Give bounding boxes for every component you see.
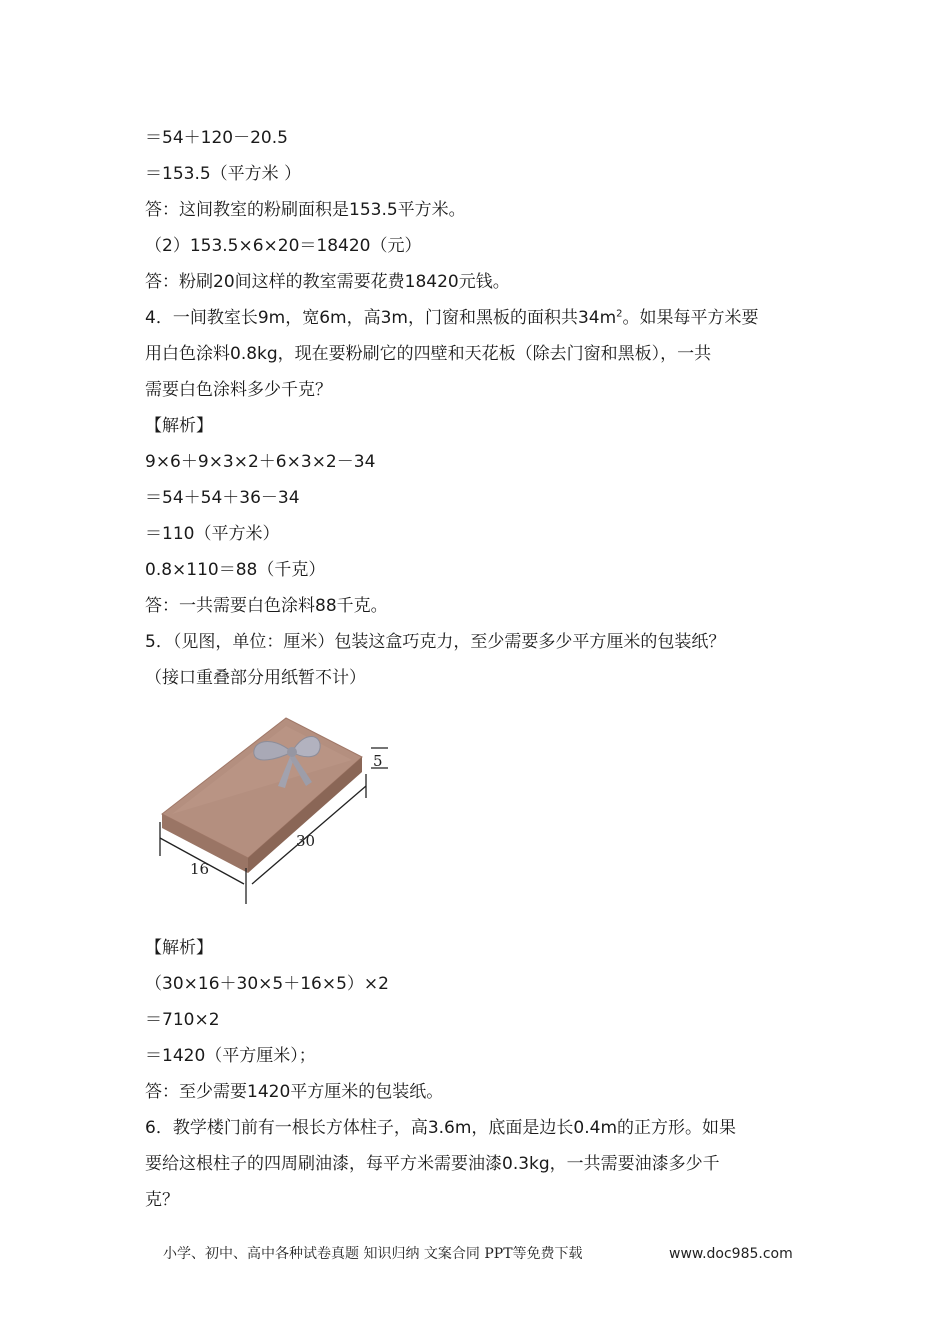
question-5-line: （接口重叠部分用纸暂不计） bbox=[145, 668, 366, 688]
text-line: ＝54＋120－20.5 bbox=[145, 128, 288, 148]
text-line: ＝153.5（平方米 ） bbox=[145, 164, 302, 184]
footer-url: www.doc985.com bbox=[669, 1246, 793, 1262]
footer-text: 小学、初中、高中各种试卷真题 知识归纳 文案合同 PPT等免费下载 bbox=[163, 1246, 583, 1262]
chocolate-box-illustration bbox=[152, 708, 402, 916]
text-line: ＝110（平方米） bbox=[145, 524, 280, 544]
answer-line: 答：粉刷20间这样的教室需要花费18420元钱。 bbox=[145, 272, 510, 292]
question-6-line: 要给这根柱子的四周刷油漆，每平方米需要油漆0.3kg，一共需要油漆多少千 bbox=[145, 1154, 720, 1174]
question-4-line bbox=[145, 306, 759, 330]
answer-line: 答：这间教室的粉刷面积是153.5平方米。 bbox=[145, 200, 466, 220]
question-4-line: 用白色涂料0.8kg，现在要粉刷它的四壁和天花板（除去门窗和黑板），一共 bbox=[145, 344, 712, 364]
dimension-width-label: 16 bbox=[190, 860, 210, 878]
text-line: ＝54＋54＋36－34 bbox=[145, 488, 300, 508]
text-line: 9×6＋9×3×2＋6×3×2－34 bbox=[145, 452, 376, 472]
question-6-line: 6．教学楼门前有一根长方体柱子，高3.6m，底面是边长0.4m的正方形。如果 bbox=[145, 1118, 737, 1138]
dimension-height-label: 5 bbox=[373, 752, 383, 770]
dimension-length-label: 30 bbox=[296, 832, 316, 850]
analysis-heading: 【解析】 bbox=[145, 416, 213, 436]
text-line: ＝1420（平方厘米）； bbox=[145, 1046, 316, 1066]
question-text: 4．一间教室长9m，宽6m，高3m，门窗和黑板的面积共34m bbox=[145, 308, 617, 328]
question-text: 。如果每平方米要 bbox=[622, 308, 759, 328]
question-5-line: 5．（见图，单位：厘米）包装这盒巧克力，至少需要多少平方厘米的包装纸？ bbox=[145, 632, 726, 652]
page-footer bbox=[163, 1244, 793, 1264]
text-line: （30×16＋30×5＋16×5）×2 bbox=[145, 974, 389, 994]
analysis-heading: 【解析】 bbox=[145, 938, 213, 958]
question-6-line: 克？ bbox=[145, 1190, 179, 1210]
answer-line: 答：一共需要白色涂料88千克。 bbox=[145, 596, 388, 616]
question-4-line: 需要白色涂料多少千克？ bbox=[145, 380, 332, 400]
answer-line: 答：至少需要1420平方厘米的包装纸。 bbox=[145, 1082, 444, 1102]
chocolate-box-figure bbox=[152, 708, 402, 916]
superscript: 2 bbox=[616, 308, 623, 320]
text-line: 0.8×110＝88（千克） bbox=[145, 560, 326, 580]
text-line: （2）153.5×6×20＝18420（元） bbox=[145, 236, 422, 256]
text-line: ＝710×2 bbox=[145, 1010, 220, 1030]
